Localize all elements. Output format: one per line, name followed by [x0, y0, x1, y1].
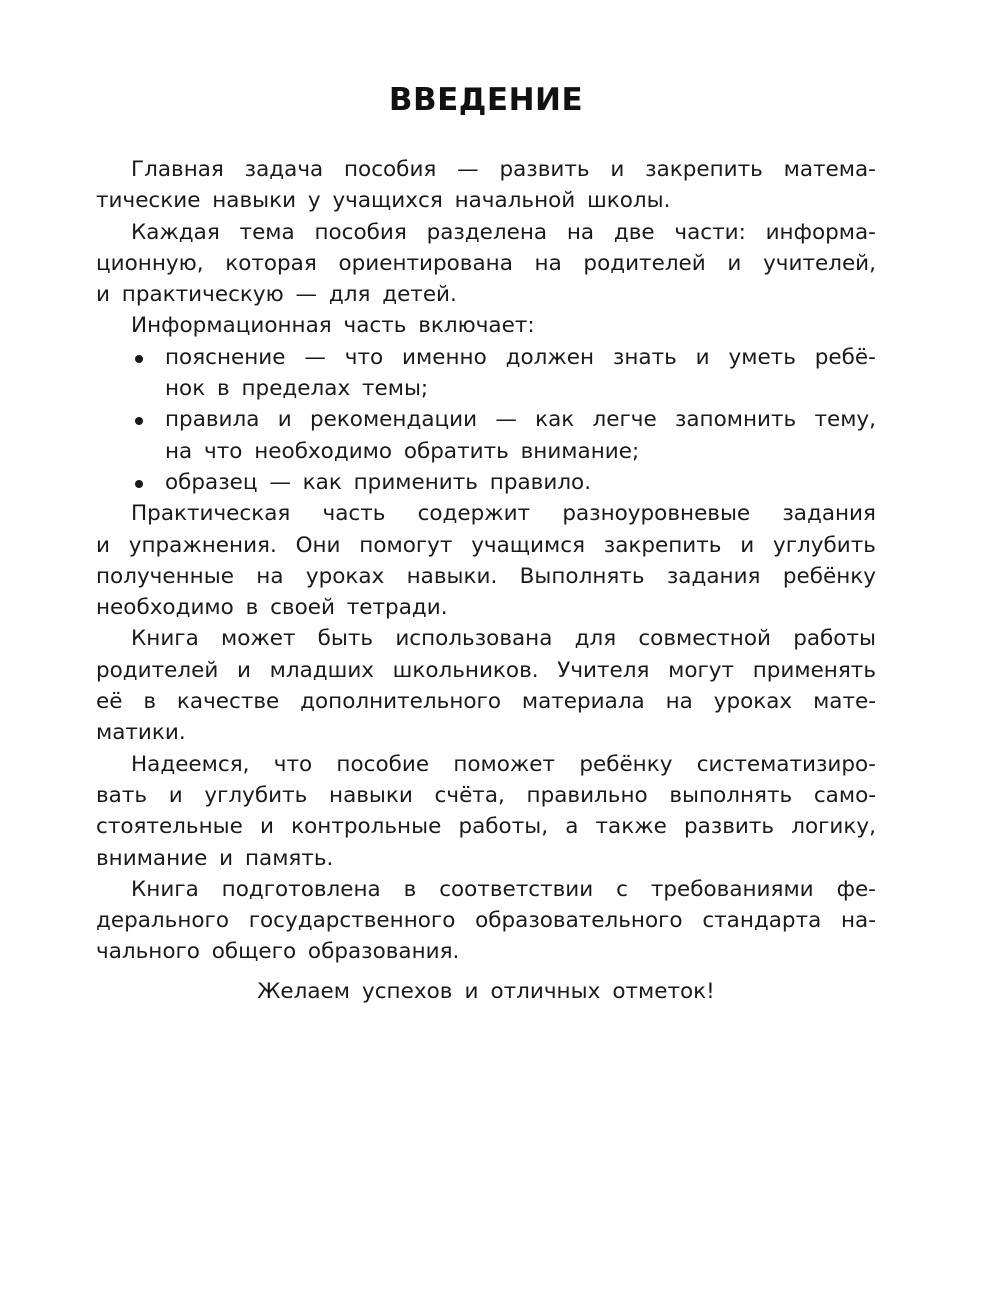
- paragraph-line: Практическая часть содержит разноуровневые задания: [131, 501, 876, 527]
- paragraph-line: Надеемся, что пособие поможет ребёнку систематизиро-: [131, 751, 876, 777]
- paragraph-line: ционную, которая ориентирована на родителей и учителей,: [96, 250, 876, 276]
- list-item-line: на что необходимо обратить внимание;: [165, 438, 640, 464]
- list-item-line: образец — как применить правило.: [96, 467, 876, 498]
- paragraph: [96, 874, 876, 968]
- paragraph-line: чального общего образования.: [96, 939, 460, 965]
- document-body: [96, 154, 876, 1007]
- page-title: ВВЕДЕНИЕ: [388, 82, 584, 118]
- paragraph-line: родителей и младших школьников. Учителя могут применять: [96, 657, 876, 683]
- paragraph: [96, 498, 876, 623]
- paragraph-line: дерального государственного образовательного стандарта на-: [96, 908, 876, 934]
- paragraph-line: и практическую — для детей.: [96, 282, 457, 308]
- paragraph: [96, 310, 876, 341]
- list-item: [96, 342, 876, 405]
- list-item-line: пояснение — что именно должен знать и уметь ребё-: [96, 342, 876, 373]
- paragraph: [96, 217, 876, 311]
- paragraph-line: полученные на уроках навыки. Выполнять задания ребёнку: [96, 563, 876, 589]
- bullet-icon: [135, 417, 143, 425]
- closing-line: Желаем успехов и отличных отметок!: [257, 978, 715, 1004]
- paragraph: [96, 623, 876, 748]
- paragraph: [96, 749, 876, 874]
- paragraph-line: её в качестве дополнительного материала на уроках мате-: [96, 689, 876, 715]
- paragraph-line: матики.: [96, 720, 186, 746]
- paragraph-line: внимание и память.: [96, 845, 334, 871]
- paragraph: [96, 154, 876, 217]
- bullet-icon: [135, 480, 143, 488]
- list-item-line: нок в пределах темы;: [165, 376, 429, 402]
- paragraph-line: и упражнения. Они помогут учащимся закрепить и углубить: [96, 532, 876, 558]
- paragraph-line: стоятельные и контрольные работы, а также развить логику,: [96, 814, 876, 840]
- document-page: [96, 0, 876, 1312]
- paragraph-line: вать и углубить навыки счёта, правильно выполнять само-: [96, 782, 876, 808]
- paragraph-line: Главная задача пособия — развить и закрепить матема-: [131, 157, 876, 182]
- list-item-line: правила и рекомендации — как легче запомнить тему,: [96, 404, 876, 435]
- list-item: [96, 467, 876, 498]
- bullet-icon: [135, 355, 143, 363]
- paragraph-line: Каждая тема пособия разделена на две части: информа-: [131, 219, 876, 245]
- paragraph-line: тические навыки у учащихся начальной школы.: [96, 188, 671, 214]
- paragraph-line: необходимо в своей тетради.: [96, 595, 448, 621]
- list-item: [96, 404, 876, 467]
- paragraph-line: Книга подготовлена в соответствии с требованиями фе-: [131, 876, 876, 902]
- paragraph-line: Книга может быть использована для совместной работы: [131, 626, 876, 652]
- paragraph-line: Информационная часть включает:: [131, 313, 535, 339]
- bullet-list: [96, 342, 876, 498]
